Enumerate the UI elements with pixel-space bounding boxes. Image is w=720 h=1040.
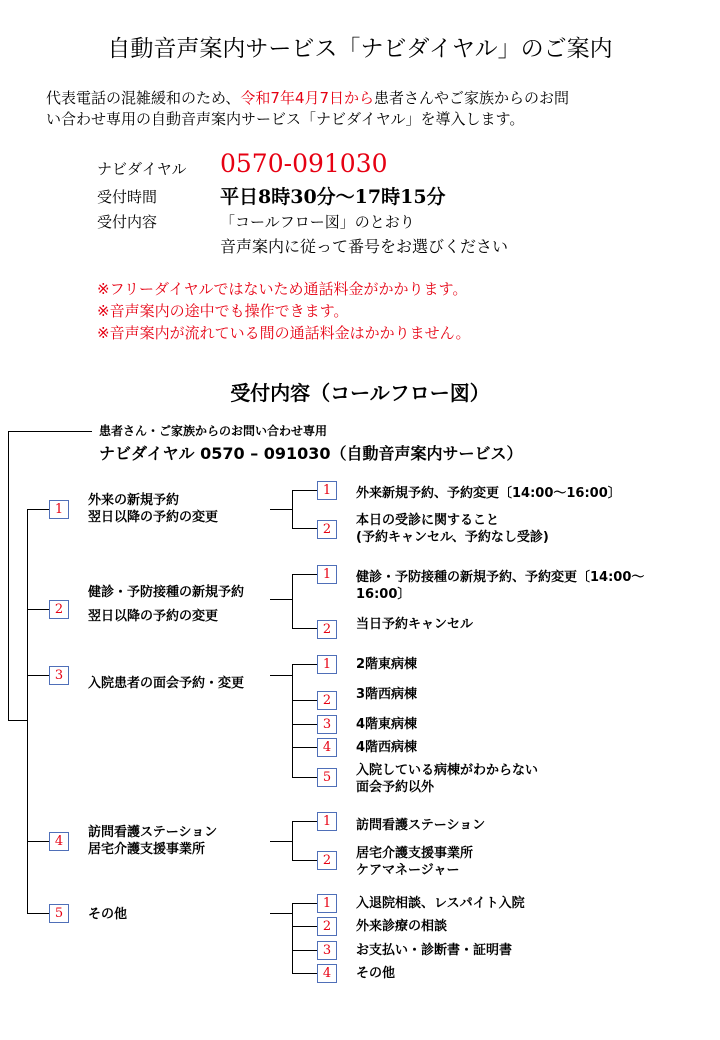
intro-post: 患者さんやご家族からのお問	[374, 89, 570, 107]
option-3-1-label-1: 2階東病棟	[356, 657, 418, 672]
note-3: ※音声案内が流れている間の通話料金はかかりません。	[97, 324, 471, 342]
option-5-4-label	[356, 965, 395, 982]
opt4-sub-trunk	[292, 821, 293, 860]
opt5-connector	[27, 913, 49, 914]
intro-line-2: い合わせ専用の自動音声案内サービス「ナビダイヤル」を導入します。	[46, 110, 525, 128]
opt1-sub-trunk	[292, 490, 293, 528]
option-5-2-badge: 2	[317, 917, 337, 936]
option-3-badge: 3	[49, 666, 69, 685]
level1-trunk	[27, 509, 28, 913]
option-3-5-label-1: 入院している病棟がわからない	[356, 763, 539, 778]
option-2-1-label	[356, 569, 644, 603]
option-5-badge: 5	[49, 904, 69, 923]
intro-line-1	[46, 87, 569, 108]
opt2-out	[270, 599, 292, 600]
option-3-2-label	[356, 686, 417, 703]
option-5-4-badge: 4	[317, 964, 337, 983]
option-1-badge: 1	[49, 500, 69, 519]
content-value-2: 音声案内に従って番号をお選びください	[220, 237, 509, 256]
option-1-1-label-1: 外来新規予約、予約変更〔14:00～16:00〕	[356, 486, 621, 501]
option-3-label-1: 入院患者の面会予約・変更	[88, 676, 245, 691]
option-5-3-label-1: お支払い・診断書・証明書	[356, 943, 513, 958]
content-value-1: 「コールフロー図」のとおり	[220, 213, 415, 231]
opt2-sub-trunk	[292, 574, 293, 628]
opt5-out	[270, 913, 292, 914]
intro-pre: 代表電話の混雑緩和のため、	[46, 89, 241, 107]
option-1-1-badge: 1	[317, 481, 337, 500]
option-2-label-2: 翌日以降の予約の変更	[88, 609, 219, 624]
root-trunk-end	[8, 720, 27, 721]
option-3-5-label	[356, 762, 538, 796]
option-2-1-label-2: 16:00〕	[356, 587, 411, 602]
option-2-2-label-1: 当日予約キャンセル	[356, 617, 474, 632]
opt3-connector	[27, 675, 49, 676]
opt1-sub1-conn	[292, 490, 317, 491]
option-3-3-label-1: 4階東病棟	[356, 717, 418, 732]
option-4-1-label-1: 訪問看護ステーション	[356, 818, 486, 833]
option-3-5-label-2: 面会予約以外	[356, 780, 435, 795]
hours-value: 平日8時30分～17時15分	[220, 186, 446, 208]
flow-root-line-2: ナビダイヤル 0570 – 091030（自動音声案内サービス）	[99, 444, 523, 463]
opt5-sub1-conn	[292, 903, 317, 904]
option-4-label	[88, 824, 217, 858]
option-1-2-label-1: 本日の受診に関すること	[356, 513, 500, 528]
option-3-4-label-1: 4階西病棟	[356, 740, 418, 755]
opt1-out	[270, 509, 292, 510]
opt3-sub2-conn	[292, 700, 317, 701]
option-4-2-badge: 2	[317, 851, 337, 870]
opt3-sub4-conn	[292, 747, 317, 748]
option-4-2-label-1: 居宅介護支援事業所	[356, 846, 474, 861]
option-2-badge: 2	[49, 600, 69, 619]
page-title: 自動音声案内サービス「ナビダイヤル」のご案内	[107, 36, 613, 62]
hours-label: 受付時間	[97, 188, 158, 206]
opt3-out	[270, 675, 292, 676]
opt2-sub2-conn	[292, 628, 317, 629]
option-5-3-label	[356, 942, 512, 959]
option-2-2-label	[356, 616, 473, 633]
option-2-2-badge: 2	[317, 620, 337, 639]
root-connector	[8, 431, 92, 432]
option-2-label	[88, 584, 244, 625]
option-5-label	[88, 906, 127, 923]
option-3-4-badge: 4	[317, 738, 337, 757]
option-5-1-label	[356, 895, 525, 912]
option-2-label-1: 健診・予防接種の新規予約	[88, 585, 245, 600]
option-1-label-2: 翌日以降の予約の変更	[88, 510, 219, 525]
intro-date: 令和7年4月7日から	[240, 89, 375, 107]
option-4-1-badge: 1	[317, 812, 337, 831]
opt1-sub2-conn	[292, 528, 317, 529]
opt5-sub2-conn	[292, 926, 317, 927]
navi-number: 0570-091030	[220, 149, 388, 178]
option-5-1-badge: 1	[317, 894, 337, 913]
option-4-2-label	[356, 845, 473, 879]
option-1-1-label	[356, 485, 621, 502]
opt4-connector	[27, 841, 49, 842]
option-4-label-1: 訪問看護ステーション	[88, 825, 218, 840]
option-4-badge: 4	[49, 832, 69, 851]
flow-root-line-1: 患者さん・ご家族からのお問い合わせ専用	[99, 424, 328, 438]
root-trunk	[8, 431, 9, 721]
opt3-sub-trunk	[292, 664, 293, 777]
option-4-2-label-2: ケアマネージャー	[356, 863, 460, 878]
option-1-2-label	[356, 512, 549, 546]
option-3-3-badge: 3	[317, 715, 337, 734]
option-3-4-label	[356, 739, 417, 756]
option-3-2-label-1: 3階西病棟	[356, 687, 418, 702]
opt3-sub1-conn	[292, 664, 317, 665]
opt3-sub3-conn	[292, 724, 317, 725]
option-3-label	[88, 675, 244, 692]
option-5-2-label	[356, 918, 447, 935]
note-1: ※フリーダイヤルではないため通話料金がかかります。	[97, 280, 468, 298]
option-3-5-badge: 5	[317, 768, 337, 787]
content-label: 受付内容	[97, 213, 158, 231]
opt1-connector	[27, 509, 49, 510]
option-1-label	[88, 492, 218, 526]
option-2-1-label-1: 健診・予防接種の新規予約、予約変更〔14:00～	[356, 570, 645, 585]
option-1-2-label-2: (予約キャンセル、予約なし受診)	[356, 530, 549, 545]
opt3-sub5-conn	[292, 777, 317, 778]
opt4-sub2-conn	[292, 860, 317, 861]
option-4-1-label	[356, 817, 485, 834]
option-5-3-badge: 3	[317, 941, 337, 960]
option-3-2-badge: 2	[317, 691, 337, 710]
option-4-label-2: 居宅介護支援事業所	[88, 842, 206, 857]
opt4-sub1-conn	[292, 821, 317, 822]
option-3-3-label	[356, 716, 417, 733]
opt5-sub-trunk	[292, 903, 293, 973]
opt5-sub3-conn	[292, 950, 317, 951]
option-2-1-badge: 1	[317, 565, 337, 584]
option-5-4-label-1: その他	[356, 966, 396, 981]
opt5-sub4-conn	[292, 973, 317, 974]
opt4-out	[270, 841, 292, 842]
note-2: ※音声案内の途中でも操作できます。	[97, 302, 349, 320]
navi-label: ナビダイヤル	[97, 160, 187, 178]
option-5-label-1: その他	[88, 907, 128, 922]
option-5-1-label-1: 入退院相談、レスパイト入院	[356, 896, 525, 911]
opt2-sub1-conn	[292, 574, 317, 575]
opt2-connector	[27, 609, 49, 610]
option-1-label-1: 外来の新規予約	[88, 493, 180, 508]
flow-title: 受付内容（コールフロー図）	[230, 381, 490, 405]
option-5-2-label-1: 外来診療の相談	[356, 919, 448, 934]
option-1-2-badge: 2	[317, 520, 337, 539]
option-3-1-label	[356, 656, 417, 673]
option-3-1-badge: 1	[317, 655, 337, 674]
